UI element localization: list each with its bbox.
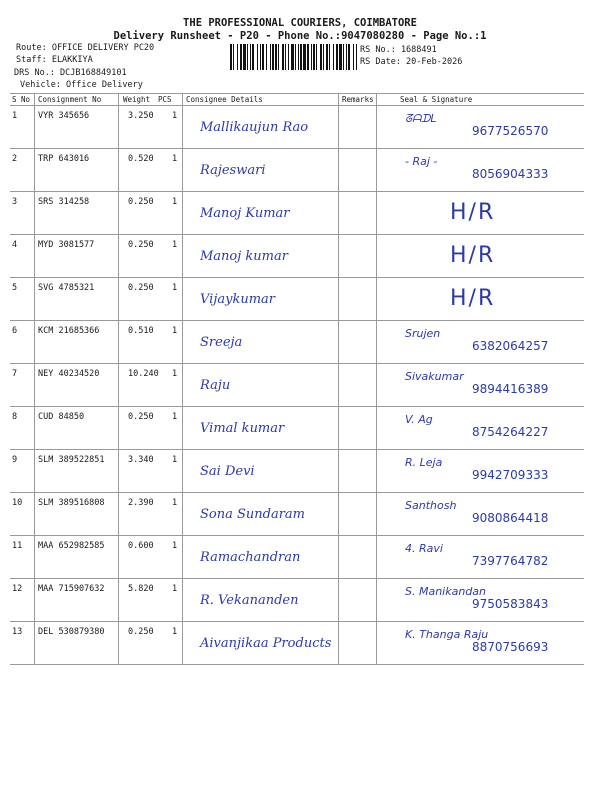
pcs-count: 1 (172, 326, 178, 336)
table-row (10, 192, 584, 235)
table-row (10, 278, 584, 321)
company-title: THE PROFESSIONAL COURIERS, COIMBATORE (183, 17, 417, 29)
signature-mark: V. Ag (405, 413, 433, 426)
signature-mark: R. Leja (405, 456, 443, 469)
pcs-count: 1 (172, 412, 178, 422)
pcs-count: 1 (172, 111, 178, 121)
pcs-count: 1 (172, 240, 178, 250)
consignment-number: SLM 389522851 (38, 455, 105, 465)
consignee-name: Mallikaujun Rao (200, 120, 309, 135)
pcs-count: 1 (172, 154, 178, 164)
consignment-number: DEL 530879380 (38, 627, 105, 637)
barcode-bar (288, 44, 289, 70)
table-row (10, 106, 584, 149)
signature-mark: - Raj - (405, 155, 438, 168)
pcs-count: 1 (172, 197, 178, 207)
barcode-bar (266, 44, 267, 70)
consignee-name: Sona Sundaram (200, 507, 306, 522)
barcode-bar (260, 44, 261, 70)
weight-value: 0.600 (128, 541, 154, 551)
signature-phone: 9750583843 (472, 597, 549, 611)
barcode (230, 44, 358, 70)
table-row (10, 364, 584, 407)
weight-value: 0.250 (128, 412, 154, 422)
pcs-count: 1 (172, 369, 178, 379)
weight-value: 3.250 (128, 111, 154, 121)
table-row (10, 149, 584, 192)
weight-value: 2.390 (128, 498, 154, 508)
drs-label: DRS No.: DCJB168849101 (14, 68, 127, 78)
barcode-bar (320, 44, 322, 70)
barcode-bar (356, 44, 357, 70)
consignment-number: CUD 84850 (38, 412, 85, 422)
signature-mark: Sivakumar (405, 370, 464, 383)
barcode-bar (291, 44, 294, 70)
signature-phone: 6382064257 (472, 339, 549, 353)
weight-value: 0.250 (128, 283, 154, 293)
signature-phone: 8870756693 (472, 640, 549, 654)
col-weight: Weight (123, 95, 151, 104)
serial-number: 6 (12, 326, 18, 336)
weight-value: 10.240 (128, 369, 159, 379)
serial-number: 11 (12, 541, 23, 551)
route-label: Route: OFFICE DELIVERY PC20 (16, 43, 155, 53)
consignment-number: SLM 389516808 (38, 498, 105, 508)
signature-phone: 8056904333 (472, 167, 549, 181)
pcs-count: 1 (172, 584, 178, 594)
consignee-name: Aivanjikaa Products (200, 636, 332, 651)
staff-label: Staff: ELAKKIYA (16, 55, 93, 65)
consignee-name: Ramachandran (200, 550, 301, 565)
barcode-bar (247, 44, 248, 70)
weight-value: 0.250 (128, 197, 154, 207)
table-row (10, 235, 584, 278)
col-consignee: Consignee Details (186, 95, 263, 104)
barcode-bar (243, 44, 246, 70)
consignee-name: Rajeswari (200, 163, 266, 178)
weight-value: 0.510 (128, 326, 154, 336)
barcode-bar (285, 44, 286, 70)
consignee-name: Vijaykumar (200, 292, 275, 307)
signature-phone: 9080864418 (472, 511, 549, 525)
consignment-number: SVG 4785321 (38, 283, 95, 293)
consignment-number: SRS 314258 (38, 197, 90, 207)
barcode-bar (270, 44, 271, 70)
consignment-number: TRP 643016 (38, 154, 90, 164)
barcode-bar (257, 44, 258, 70)
table-row (10, 622, 584, 665)
barcode-bar (237, 44, 238, 70)
serial-number: 12 (12, 584, 23, 594)
table-row (10, 407, 584, 450)
serial-number: 7 (12, 369, 18, 379)
barcode-bar (326, 44, 328, 70)
weight-value: 3.340 (128, 455, 154, 465)
barcode-bar (275, 44, 277, 70)
barcode-bar (233, 44, 234, 70)
barcode-bar (282, 44, 284, 70)
serial-number: 4 (12, 240, 18, 250)
signature-phone: 7397764782 (472, 554, 549, 568)
pcs-count: 1 (172, 541, 178, 551)
vehicle-label: Vehicle: Office Delivery (20, 80, 143, 90)
barcode-bar (316, 44, 317, 70)
signature-mark: H/R (450, 286, 496, 311)
col-remarks: Remarks (342, 95, 374, 104)
serial-number: 10 (12, 498, 23, 508)
barcode-bar (329, 44, 330, 70)
signature-mark: ᘔᗩᗪᒪ (405, 112, 437, 125)
table-row (10, 450, 584, 493)
serial-number: 5 (12, 283, 18, 293)
barcode-bar (250, 44, 251, 70)
barcode-bar (346, 44, 347, 70)
barcode-bar (348, 44, 350, 70)
barcode-bar (313, 44, 315, 70)
consignee-name: R. Vekananden (200, 593, 299, 608)
signature-phone: 9677526570 (472, 124, 549, 138)
weight-value: 0.250 (128, 240, 154, 250)
serial-number: 8 (12, 412, 18, 422)
barcode-bar (230, 44, 232, 70)
signature-mark: 4. Ravi (405, 542, 443, 555)
consignment-number: MAA 652982585 (38, 541, 105, 551)
col-seal: Seal & Signature (400, 95, 473, 104)
barcode-bar (272, 44, 274, 70)
runsheet-subtitle: Delivery Runsheet - P20 - Phone No.:9047080280 - Page No.:1 (113, 30, 487, 42)
consignment-number: MYD 3081577 (38, 240, 95, 250)
consignee-name: Manoj Kumar (200, 206, 290, 221)
barcode-bar (240, 44, 242, 70)
col-pcs: PCS (158, 95, 172, 104)
serial-number: 2 (12, 154, 18, 164)
serial-number: 1 (12, 111, 18, 121)
signature-mark: S. Manikandan (405, 585, 487, 598)
barcode-bar (303, 44, 306, 70)
barcode-bar (353, 44, 354, 70)
signature-phone: 9894416389 (472, 382, 549, 396)
signature-mark: Srujen (405, 327, 441, 340)
barcode-bar (333, 44, 334, 70)
barcode-bar (311, 44, 312, 70)
weight-value: 5.820 (128, 584, 154, 594)
serial-number: 9 (12, 455, 18, 465)
pcs-count: 1 (172, 498, 178, 508)
col-consignment: Consignment No (38, 95, 102, 104)
table-row (10, 493, 584, 536)
table-row (10, 536, 584, 579)
consignee-name: Sreeja (200, 335, 243, 350)
col-sno: S No (12, 95, 31, 104)
signature-mark: Santhosh (405, 499, 457, 512)
rs-no-label: RS No.: 1688491 (360, 45, 437, 55)
barcode-bar (336, 44, 338, 70)
barcode-bar (300, 44, 302, 70)
barcode-bar (278, 44, 279, 70)
table-row (10, 579, 584, 622)
consignee-name: Raju (200, 378, 231, 393)
weight-value: 0.250 (128, 627, 154, 637)
signature-phone: 8754264227 (472, 425, 549, 439)
runsheet-table (10, 93, 584, 665)
table-header (10, 93, 584, 106)
consignee-name: Vimal kumar (200, 421, 285, 436)
consignment-number: MAA 715907632 (38, 584, 105, 594)
barcode-bar (298, 44, 299, 70)
serial-number: 13 (12, 627, 23, 637)
table-row (10, 321, 584, 364)
barcode-bar (343, 44, 344, 70)
consignee-name: Manoj kumar (200, 249, 288, 264)
barcode-bar (252, 44, 254, 70)
signature-mark: H/R (450, 200, 496, 225)
consignment-number: KCM 21685366 (38, 326, 100, 336)
serial-number: 3 (12, 197, 18, 207)
barcode-bar (307, 44, 309, 70)
signature-phone: 9942709333 (472, 468, 549, 482)
barcode-bar (295, 44, 296, 70)
signature-mark: K. Thanga Raju (405, 628, 489, 641)
consignee-name: Sai Devi (200, 464, 255, 479)
weight-value: 0.520 (128, 154, 154, 164)
signature-mark: H/R (450, 243, 496, 268)
pcs-count: 1 (172, 627, 178, 637)
barcode-bar (323, 44, 324, 70)
pcs-count: 1 (172, 455, 178, 465)
rs-date-label: RS Date: 20-Feb-2026 (360, 57, 463, 67)
consignment-number: VYR 345656 (38, 111, 90, 121)
table-body (10, 106, 584, 665)
barcode-bar (262, 44, 264, 70)
barcode-bar (339, 44, 342, 70)
consignment-number: NEY 40234520 (38, 369, 100, 379)
pcs-count: 1 (172, 283, 178, 293)
